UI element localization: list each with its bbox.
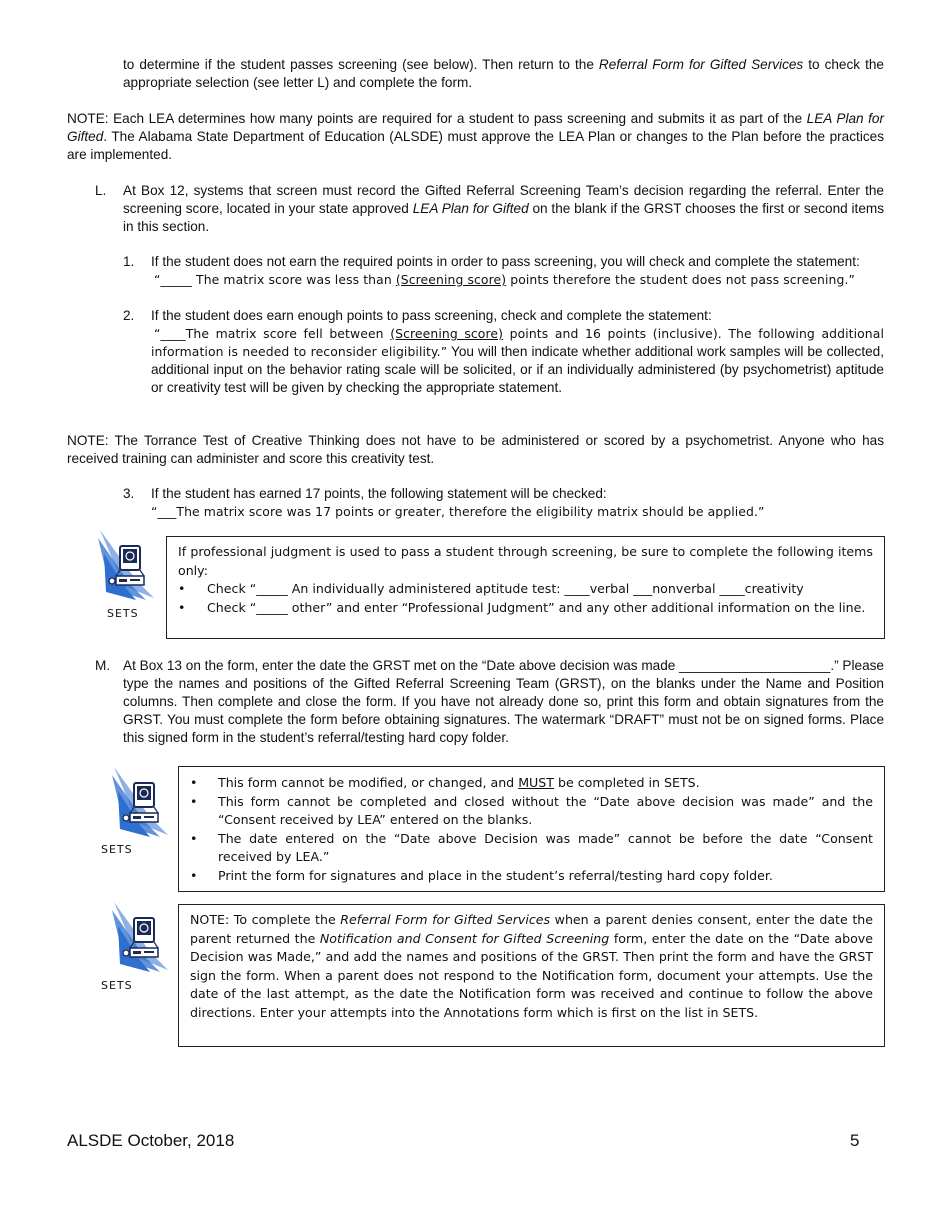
list-item: • The date entered on the “Date above Decision was made” cannot be before the date “Consent received by LEA.” [190, 830, 873, 864]
sets-label: SETS [101, 843, 133, 856]
list-item: • Check “_____ An individually administered aptitude test: ____verbal ___nonverbal ____creativity [178, 580, 873, 599]
sub-3-statement: “___The matrix score was 17 points or greater, therefore the eligibility matrix should be applied.” [151, 504, 765, 519]
bullet: • [190, 793, 198, 809]
sets-label: SETS [101, 979, 133, 992]
list-item: • This form cannot be completed and closed without the “Date above decision was made” and the “Consent received by LEA” entered on the blanks. [190, 793, 873, 827]
footer-source: ALSDE October, 2018 [67, 1131, 235, 1150]
item-m-marker: M. [95, 658, 111, 673]
consent-denied-note-box [178, 904, 885, 1047]
bullet: • [178, 599, 186, 615]
sub-1-statement: “_____ The matrix score was less than (Screening score) points therefore the student does not pass screening.” [154, 272, 856, 287]
sub-2-statement: “____The matrix score fell between (Screening score) points and 16 points (inclusive). The following additional information is needed to reconsider eligibility.” [151, 326, 884, 359]
box-3-text: NOTE: To complete the Referral Form for Gifted Services when a parent denies consent, enter the date the parent returned the Notification and Consent for Gifted Screening form, enter the date on the “Date above Decision was Made,” and add the names and positions of the GRST. Then print the form and have the GRST sign the form. When a parent does not respond to the Notification form, document your attempts. Use the date of the last attempt, as the date the Notification form was received and continue to follow the above directions. Enter your attempts into the Annotations form which is first on the list in SETS. [190, 912, 873, 1020]
sub-2-marker: 2. [123, 308, 135, 323]
sets-computer-icon [110, 765, 172, 846]
box-1-list [178, 580, 873, 617]
sub-2-text: If the student does earn enough points to pass screening, check and complete the statement: “____The matrix score fell between (Screening score) points and 16 points (inclusive). The following additional information is needed to reconsider eligibility.” You will then indicate whether additional work samples will be collected, additional input on the behavior rating scale will be solicited, or if an individually administered (by psychometrist) aptitude or creativity test will be given by checking the appropriate statement. [151, 308, 884, 395]
list-item: • This form cannot be modified, or changed, and MUST be completed in SETS. [190, 774, 873, 793]
intro-paragraph: to determine if the student passes screening (see below). Then return to the Referral Form for Gifted Services to check the appropriate selection (see letter L) and complete the form. [123, 57, 884, 90]
box-1-intro: If professional judgment is used to pass a student through screening, be sure to complete the following items only: [178, 544, 873, 578]
note-torrance-test: NOTE: The Torrance Test of Creative Thinking does not have to be administered or scored by a psychometrist. Anyone who has received training can administer and score this creativity test. [67, 433, 884, 466]
form-rules-box [178, 766, 885, 892]
list-item: • Check “_____ other” and enter “Professional Judgment” and any other additional information on the line. [178, 599, 873, 618]
bullet: • [190, 867, 198, 883]
sub-1-text: If the student does not earn the required points in order to pass screening, you will check and complete the statement: “_____ The matrix score was less than (Screening score) points therefore the student does not pass screening.” [151, 254, 860, 287]
sub-3-marker: 3. [123, 486, 135, 501]
item-l-text: At Box 12, systems that screen must record the Gifted Referral Screening Team’s decision regarding the referral. Enter the screening score, located in your state approved LEA Plan for Gifted on the blank if the GRST chooses the first or second items in this section. [123, 183, 885, 234]
bullet: • [178, 581, 186, 596]
bullet: • [190, 775, 198, 790]
sub-1-marker: 1. [123, 254, 135, 269]
box-2-list [190, 774, 873, 885]
page-number: 5 [850, 1131, 860, 1150]
sets-computer-icon [110, 900, 172, 981]
item-m-text: At Box 13 on the form, enter the date the GRST met on the “Date above decision was made ____________________.” Please type the names and positions of the Gifted Referral Screening Team (GRST), on the blanks under the Name and Position columns. Then complete and close the form. If you have not already done so, print this form and obtain signatures from the GRST. You must complete the form before obtaining signatures. The watermark “DRAFT” must not be on signed forms. Place this signed form in the student’s referral/testing hard copy folder. [123, 658, 884, 745]
bullet: • [190, 830, 198, 846]
note-lea-points: NOTE: Each LEA determines how many points are required for a student to pass screening and submits it as part of the LEA Plan for Gifted. The Alabama State Department of Education (ALSDE) must approve the LEA Plan or changes to the Plan before the practices are implemented. [67, 111, 884, 162]
sets-label: SETS [107, 607, 139, 620]
sets-computer-icon [96, 528, 158, 609]
sub-3-text: If the student has earned 17 points, the following statement will be checked: “___The matrix score was 17 points or greater, therefore the eligibility matrix should be applied.” [151, 486, 765, 519]
item-l-marker: L. [95, 183, 107, 198]
professional-judgment-box [166, 536, 885, 639]
list-item: • Print the form for signatures and place in the student’s referral/testing hard copy folder. [190, 867, 873, 886]
